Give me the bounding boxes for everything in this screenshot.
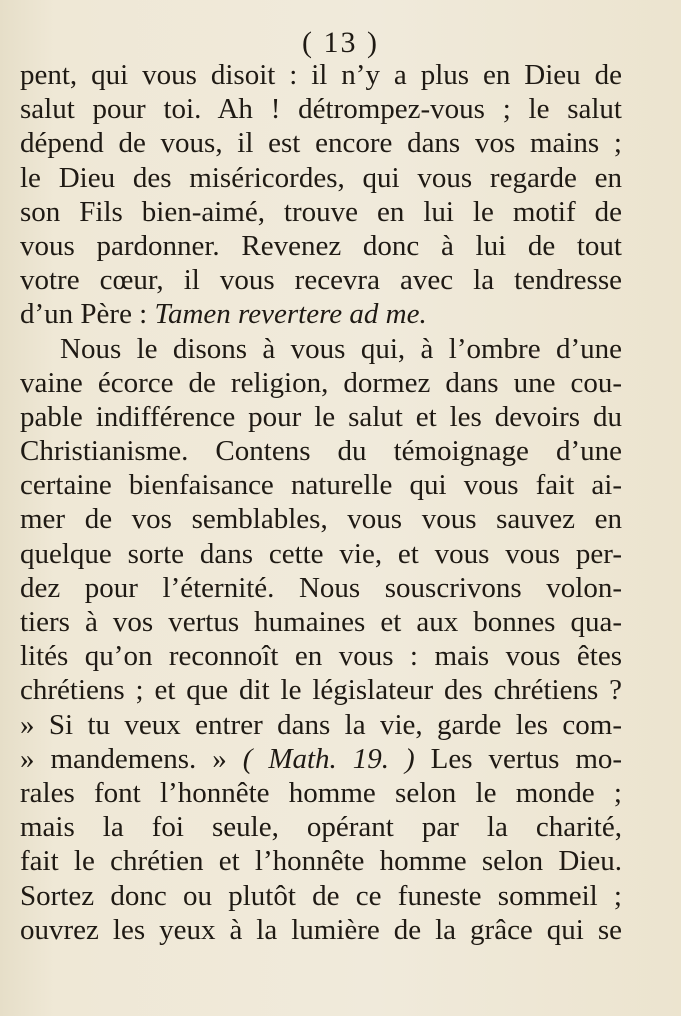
text-line: le Dieu des miséricordes, qui vous regarde en <box>20 161 622 194</box>
text-line: » Si tu veux entrer dans la vie, garde les com- <box>20 708 622 741</box>
page-number: ( 13 ) <box>302 26 379 59</box>
text-line: pable indifférence pour le salut et les devoirs du <box>20 400 622 433</box>
text-fragment: Les vertus mo- <box>430 742 623 775</box>
text-line: dépend de vous, il est encore dans vos mains ; <box>20 127 622 160</box>
text-line <box>20 742 622 776</box>
text-line: mer de vos semblables, vous vous sauvez en <box>20 503 622 536</box>
scripture-reference: ( Math. 19. ) <box>242 742 415 775</box>
text-line: votre cœur, il vous recevra avec la tendresse <box>20 264 622 297</box>
text-line: chrétiens ; et que dit le législateur des chrétiens ? <box>20 674 622 707</box>
text-line: fait le chrétien et l’honnête homme selon Dieu. <box>20 845 622 878</box>
text-line: mais la foi seule, opérant par la charité, <box>20 811 622 844</box>
text-line: Sortez donc ou plutôt de ce funeste sommeil ; <box>20 879 622 912</box>
text-line: vaine écorce de religion, dormez dans une cou- <box>20 366 622 399</box>
text-line: lités qu’on reconnoît en vous : mais vous êtes <box>20 640 622 673</box>
text-line: rales font l’honnête homme selon le monde ; <box>20 776 622 809</box>
text-line: certaine bienfaisance naturelle qui vous fait ai- <box>20 469 622 502</box>
paragraph-start-line: Nous le disons à vous qui, à l’ombre d’une <box>60 332 622 365</box>
text-line: vous pardonner. Revenez donc à lui de tout <box>20 229 622 262</box>
text-fragment: » mandemens. » <box>20 742 227 775</box>
text-line: Christianisme. Contens du témoignage d’une <box>20 435 622 468</box>
text-line: son Fils bien-aimé, trouve en lui le motif de <box>20 195 622 228</box>
text-line <box>20 297 622 331</box>
text-line: tiers à vos vertus humaines et aux bonnes qua- <box>20 606 622 638</box>
text-line: pent, qui vous disoit : il n’y a plus en Dieu de <box>20 59 622 91</box>
text-line: salut pour toi. Ah ! détrompez-vous ; le salut <box>20 93 622 126</box>
text-line: quelque sorte dans cette vie, et vous vous per- <box>20 537 622 570</box>
latin-quote: Tamen revertere ad me. <box>154 298 427 331</box>
body-text <box>20 58 622 947</box>
text-line: dez pour l’éternité. Nous souscrivons volon- <box>20 571 622 604</box>
text-fragment: d’un Père : <box>20 298 148 331</box>
text-line: ouvrez les yeux à la lumière de la grâce qui se <box>20 913 622 946</box>
